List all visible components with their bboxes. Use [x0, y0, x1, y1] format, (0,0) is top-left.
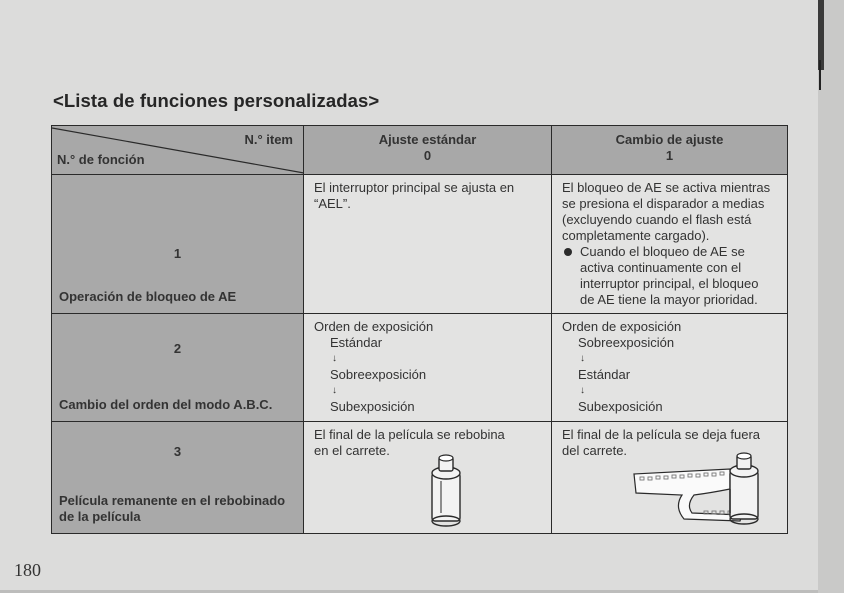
arrow-down-icon: ↓ [580, 385, 585, 396]
bullet-icon [564, 248, 572, 256]
text-line: El final de la película se deja fuera [562, 427, 761, 442]
text-line: completamente cargado). [562, 228, 710, 243]
standard-cell-2 [304, 314, 552, 422]
text-line: de AE tiene la mayor prioridad. [580, 292, 758, 307]
text-line: se presiona el disparador a medias [562, 196, 765, 211]
row-head-1 [52, 175, 304, 314]
text-line: del carrete. [562, 443, 628, 458]
sequence-step: Sobreexposición [330, 367, 427, 382]
row-head-2 [52, 314, 304, 422]
standard-cell-3 [304, 422, 552, 534]
arrow-down-icon: ↓ [580, 353, 585, 364]
row-head-3 [52, 422, 304, 534]
text-line: en el carrete. [314, 443, 390, 458]
function-number: 2 [173, 341, 182, 356]
arrow-down-icon: ↓ [332, 385, 337, 396]
text-line: interruptor principal, el bloqueo [580, 276, 759, 291]
text-line: (excluyendo cuando el flash está [562, 212, 752, 227]
change-title: Cambio de ajuste [615, 132, 724, 147]
table-row [52, 314, 788, 422]
note-bullet [562, 244, 779, 308]
header-corner-cell [52, 126, 304, 175]
item-number-label: N.° item [244, 132, 293, 147]
sequence-step: Estándar [330, 335, 383, 350]
function-name [59, 493, 299, 525]
sequence-step: Subexposición [578, 399, 663, 414]
change-cell-3 [552, 422, 788, 534]
sequence-step: Subexposición [330, 399, 415, 414]
table-row [52, 422, 788, 534]
text-line: El final de la película se rebobina [314, 427, 505, 442]
standard-cell-1 [304, 175, 552, 314]
function-name-line: de la película [59, 509, 141, 524]
text-line: “AEL”. [314, 196, 351, 211]
page-edge [818, 0, 844, 593]
text-line: activa continuamente con el [580, 260, 742, 275]
header-standard [304, 126, 552, 175]
text-line: El bloqueo de AE se activa mientras [562, 180, 771, 195]
function-name: Cambio del orden del modo A.B.C. [59, 397, 273, 412]
change-cell-1 [552, 175, 788, 314]
change-value: 1 [665, 148, 674, 163]
page-title: <Lista de funciones personalizadas> [53, 90, 380, 111]
sequence-step: Estándar [578, 367, 631, 382]
custom-functions-table [51, 125, 788, 534]
film-leader-out-icon [632, 449, 772, 529]
sequence-heading: Orden de exposición [314, 319, 434, 334]
film-canister-icon [416, 451, 476, 527]
header-change [552, 126, 788, 175]
arrow-down-icon: ↓ [332, 353, 337, 364]
table-row [52, 175, 788, 314]
function-number: 1 [173, 246, 182, 261]
sequence-heading: Orden de exposición [562, 319, 682, 334]
function-name: Operación de bloqueo de AE [59, 289, 237, 304]
function-number: 3 [173, 444, 182, 459]
text-line: El interruptor principal se ajusta en [314, 180, 515, 195]
page-number: 180 [14, 560, 41, 580]
standard-title: Ajuste estándar [378, 132, 477, 147]
change-cell-2 [552, 314, 788, 422]
standard-value: 0 [423, 148, 432, 163]
function-name-line: Película remanente en el rebobinado [59, 493, 286, 508]
text-line: Cuando el bloqueo de AE se [580, 244, 745, 259]
sequence-step: Sobreexposición [578, 335, 675, 350]
function-number-label: N.° de fonción [57, 152, 145, 167]
